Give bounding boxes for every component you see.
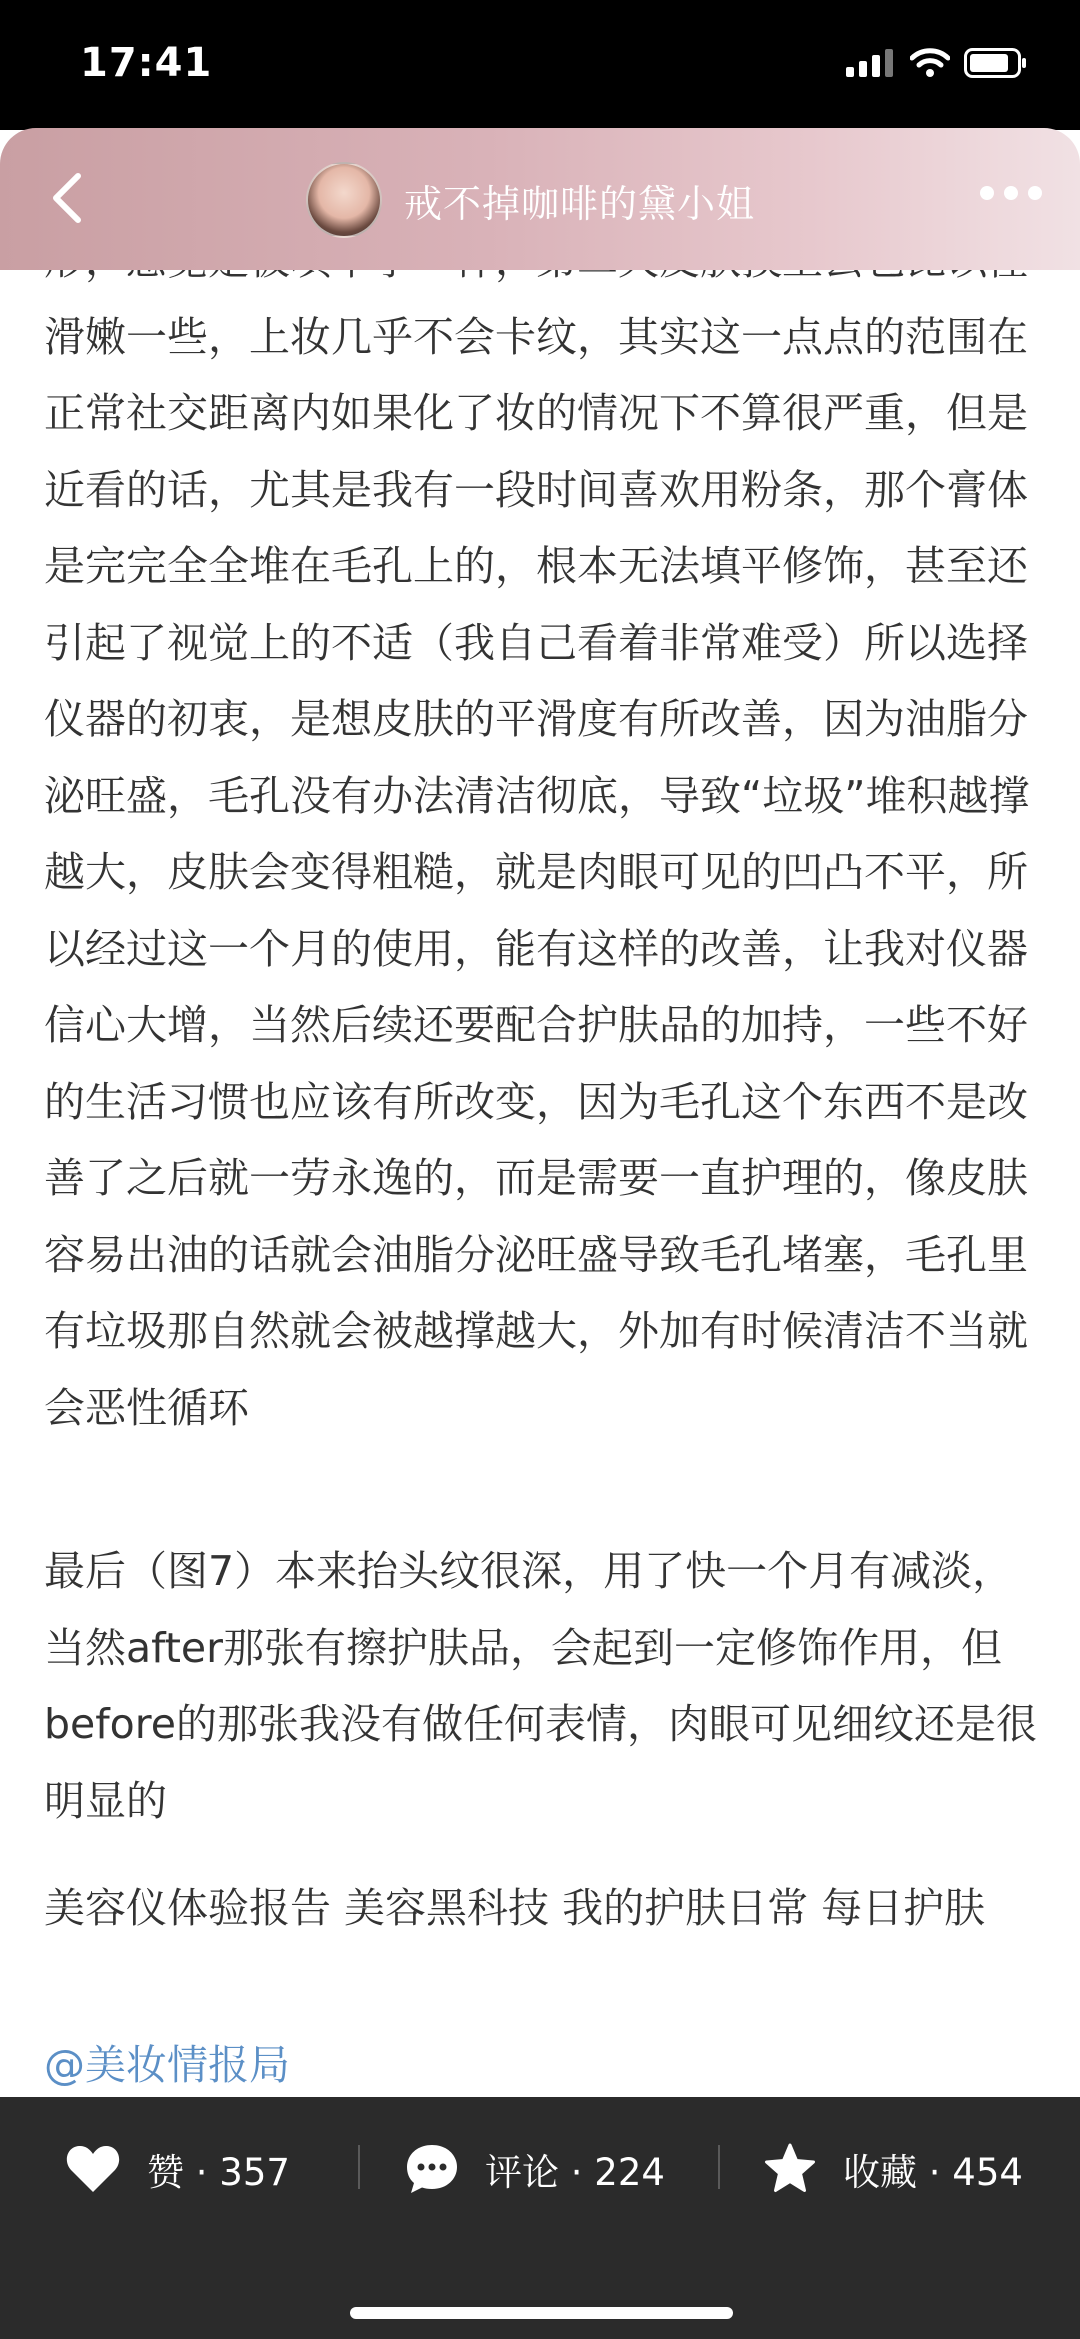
comment-label: 评论 · 224 <box>485 2151 665 2194</box>
favorite-button[interactable] <box>763 2142 1023 2196</box>
comment-bubble-icon <box>405 2143 459 2195</box>
author-name[interactable]: 戒不掉咖啡的黛小姐 <box>404 181 756 226</box>
favorite-label: 收藏 · 454 <box>843 2151 1023 2194</box>
avatar[interactable] <box>306 162 382 238</box>
post-content <box>0 222 1080 2097</box>
home-indicator[interactable] <box>350 2307 733 2319</box>
heart-icon <box>65 2144 121 2194</box>
post-header <box>0 128 1080 270</box>
post-paragraph: 滑嫩一些，上妆几乎不会卡纹，其实这一点点的范围在正常社交距离内如果化了妆的情况下不算很严重，但是近看的话，尤其是我有一段时间喜欢用粉条，那个膏体是完完全全堆在毛孔上的，根本无法填平修饰，甚至还引起了视觉上的不适（我自己看着非常难受）所以选择仪器的初衷，是想皮肤的平滑度有所改善，因为油脂分泌旺盛，毛孔没有办法清洁彻底，导致“垃圾”堆积越撑越大，皮肤会变得粗糙，就是肉眼可见的凹凸不平，所以经过这一个月的使用，能有这样的改善，让我对仪器信心大增，当然后续还要配合护肤品的加持，一些不好的生活习惯也应该有所改变，因为毛孔这个东西不是改善了之后就一劳永逸的，而是需要一直护理的，像皮肤容易出油的话就会油脂分泌旺盛导致毛孔堵塞，毛孔里有垃圾那自然就会被越撑越大，外加有时候清洁不当就会恶性循环 <box>44 312 1030 1432</box>
cellular-signal-icon <box>846 49 896 77</box>
mention-link[interactable]: @美妆情报局 <box>44 2041 290 2089</box>
status-time: 17:41 <box>80 40 213 86</box>
more-options-icon[interactable] <box>980 186 1042 200</box>
action-divider <box>358 2145 360 2189</box>
comment-button[interactable] <box>405 2142 665 2196</box>
action-divider <box>718 2145 720 2189</box>
like-button[interactable] <box>65 2142 290 2196</box>
author-info[interactable] <box>306 162 755 238</box>
back-arrow-icon[interactable] <box>40 168 100 228</box>
wifi-icon <box>910 48 950 78</box>
status-bar <box>0 0 1080 130</box>
post-tags[interactable]: 美容仪体验报告 美容黑科技 我的护肤日常 每日护肤 <box>44 1884 986 1932</box>
bottom-action-bar <box>0 2097 1080 2339</box>
star-icon <box>763 2143 817 2195</box>
battery-icon <box>964 48 1028 78</box>
like-label: 赞 · 357 <box>147 2151 290 2194</box>
status-icons <box>846 48 1028 78</box>
post-paragraph: 最后（图7）本来抬头纹很深，用了快一个月有减淡，当然after那张有擦护肤品，会起到一定修饰作用，但before的那张我没有做任何表情，肉眼可见细纹还是很明显的 <box>44 1547 1037 1825</box>
